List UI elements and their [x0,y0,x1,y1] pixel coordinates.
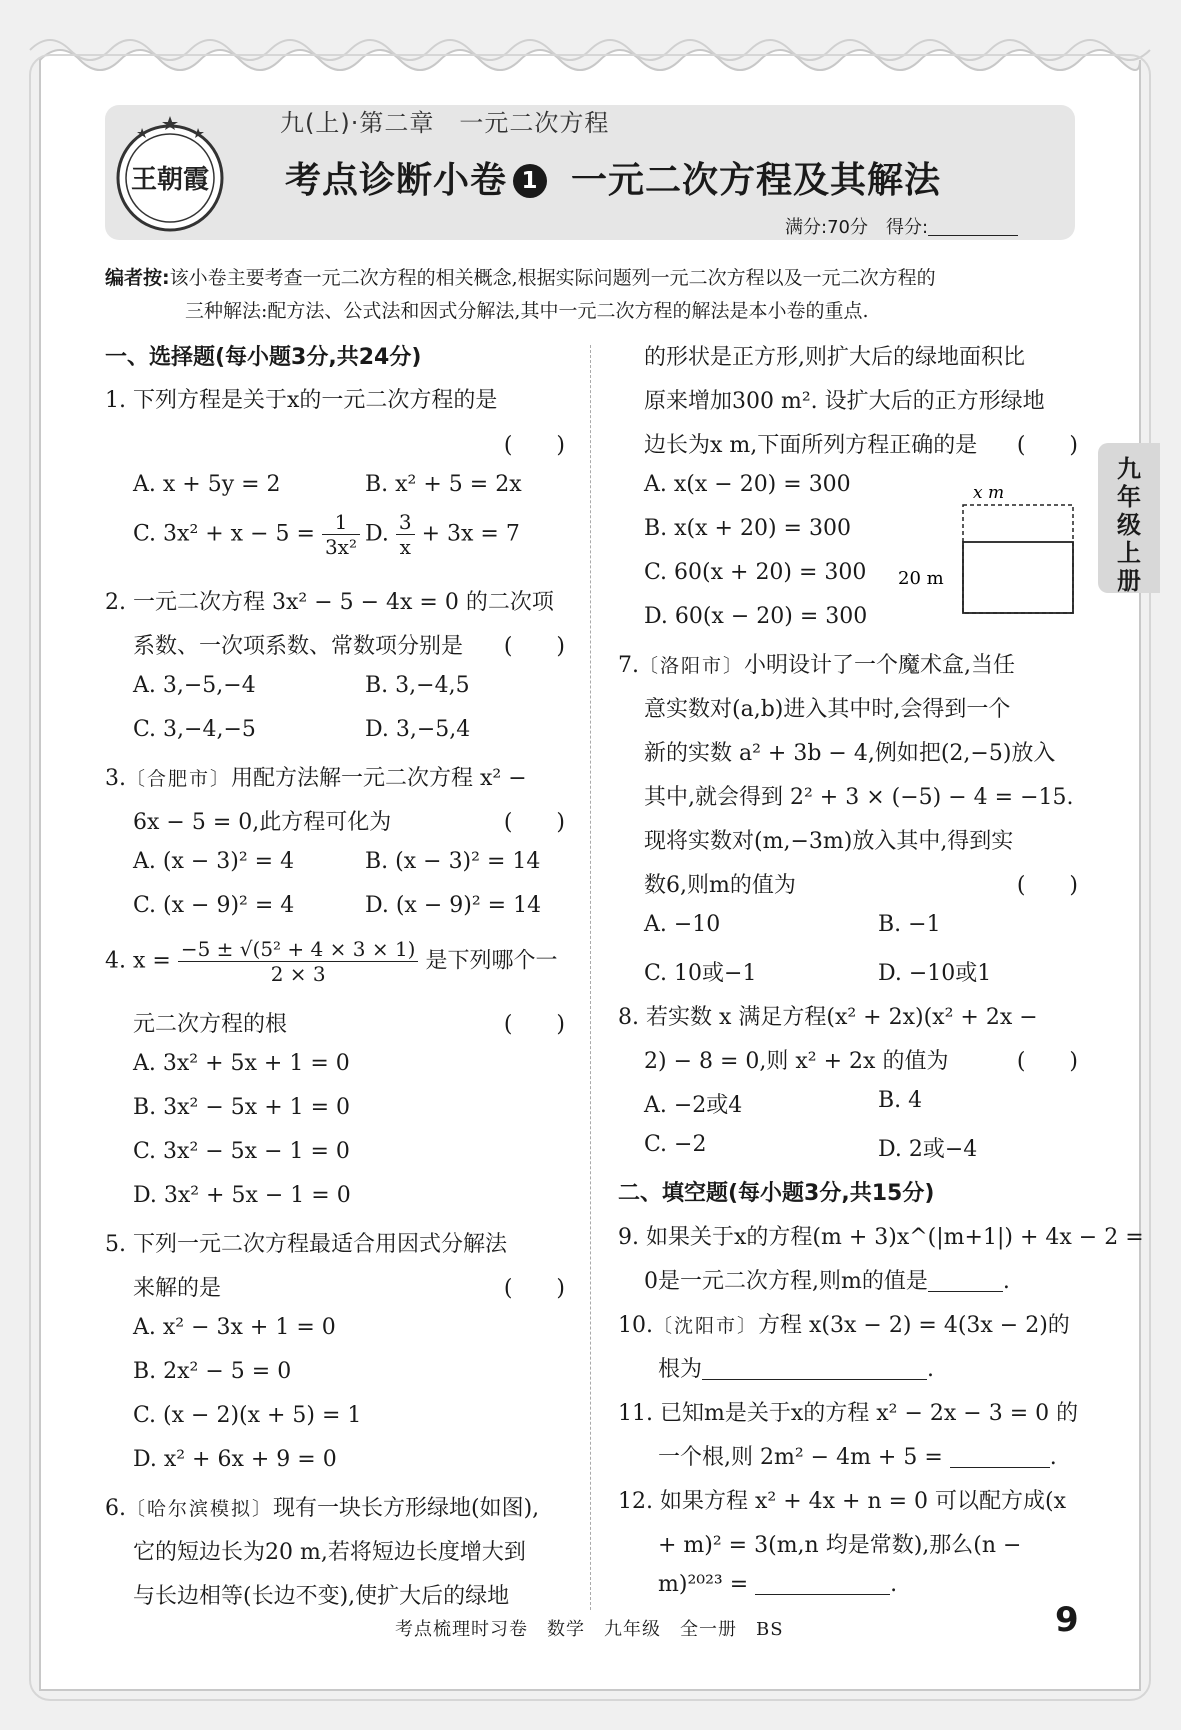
q12-stem-line1: 12. 如果方程 x² + 4x + n = 0 可以配方成(x [618,1489,1067,1514]
q1d-label: D. [365,521,389,547]
q9-text: 0是一元二次方程,则m的值是 [644,1269,928,1294]
q5-option-c[interactable]: C. (x − 2)(x + 5) = 1 [133,1403,362,1428]
q4-text: 是下列哪个一 [425,948,558,974]
q5-stem-line1: 5. 下列一元二次方程最适合用因式分解法 [105,1232,507,1257]
q12-text: m)²⁰²³ = [658,1572,749,1597]
q3-source-tag: 〔合肥市〕 [126,768,232,790]
q6-source-tag: 〔哈尔滨模拟〕 [126,1498,274,1520]
q2-stem-line2: 系数、一次项系数、常数项分别是 [133,634,464,659]
q1-option-d[interactable] [365,510,520,559]
q3-option-c[interactable]: C. (x − 9)² = 4 [133,893,295,918]
q1c-denominator: 3x² [324,535,357,559]
q7-option-c[interactable]: C. 10或−1 [644,961,757,986]
q4-option-b[interactable]: B. 3x² − 5x + 1 = 0 [133,1095,351,1120]
q12-answer-blank[interactable] [755,1574,890,1595]
q7-stem-line6: 数6,则m的值为 [644,873,796,898]
logo-text: 王朝霞 [130,165,210,195]
page-number: 9 [1055,1600,1079,1640]
q3-text: 用配方法解一元二次方程 x² − [231,766,527,791]
q1-option-c[interactable] [133,510,360,559]
q3-number: 3. [105,766,126,791]
q6-option-b[interactable]: B. x(x + 20) = 300 [644,516,851,541]
q4-option-c[interactable]: C. 3x² − 5x − 1 = 0 [133,1139,350,1164]
q7-option-d[interactable]: D. −10或1 [878,961,992,986]
q4-option-a[interactable]: A. 3x² + 5x + 1 = 0 [133,1051,350,1076]
q10-text: 方程 x(3x − 2) = 4(3x − 2)的 [758,1313,1070,1338]
q10-text2: 根为 [658,1357,703,1382]
q4-answer-paren[interactable]: ( ) [503,1012,565,1037]
editor-note [105,262,1080,328]
q12-stem-line2: + m)² = 3(m,n 均是常数),那么(n − [658,1533,1022,1558]
q2-answer-paren[interactable]: ( ) [503,634,565,659]
q2-option-d[interactable]: D. 3,−5,4 [365,717,471,742]
grade-side-tab [1098,443,1160,593]
q8-option-d[interactable]: D. 2或−4 [878,1137,978,1162]
q12-stem-line3: m)²⁰²³ = . [658,1572,898,1597]
side-tab-text: 九年级上册 [1117,455,1141,595]
q6-option-a[interactable]: A. x(x − 20) = 300 [644,472,851,497]
q4-denominator: 2 × 3 [270,962,326,986]
left-column [105,340,565,1610]
q7-answer-paren[interactable]: ( ) [1016,873,1078,898]
page-title [285,152,941,203]
q10-source-tag: 〔沈阳市〕 [653,1315,759,1337]
q6-rectangle-figure [898,480,1078,620]
chapter-label: 九(上)·第二章 一元二次方程 [280,109,610,137]
q8-option-c[interactable]: C. −2 [644,1132,707,1157]
q7-stem-line3: 新的实数 a² + 3b − 4,例如把(2,−5)放入 [644,741,1056,766]
q2-stem-line1: 2. 一元二次方程 3x² − 5 − 4x = 0 的二次项 [105,590,554,615]
q7-stem-line4: 其中,就会得到 2² + 3 × (−5) − 4 = −15. [644,785,1074,810]
q6-stem-line5: 原来增加300 m². 设扩大后的正方形绿地 [644,389,1045,414]
title-prefix: 考点诊断小卷 [285,160,508,201]
q2-option-b[interactable]: B. 3,−4,5 [365,673,470,698]
q4-label: 4. x = [105,948,171,974]
q7-source-tag: 〔洛阳市〕 [639,655,745,677]
q1c-fraction [322,510,360,559]
q6-stem-line2: 它的短边长为20 m,若将短边长度增大到 [133,1540,526,1565]
q4-numerator: −5 ± √(5² + 4 × 3 × 1) [178,937,419,962]
q6-option-d[interactable]: D. 60(x − 20) = 300 [644,604,868,629]
q2-option-c[interactable]: C. 3,−4,−5 [133,717,256,742]
q1d-fraction [396,510,415,559]
q6-number: 6. [105,1496,126,1521]
q3-stem-line2: 6x − 5 = 0,此方程可化为 [133,810,392,835]
q6-answer-paren[interactable]: ( ) [1016,433,1078,458]
q3-answer-paren[interactable]: ( ) [503,810,565,835]
q7-option-a[interactable]: A. −10 [644,912,721,937]
note-label: 编者按: [105,267,170,289]
q1d-text: + 3x = 7 [421,521,520,547]
q1-answer-paren[interactable]: ( ) [503,433,565,458]
publisher-logo [110,108,230,233]
q8-answer-paren[interactable]: ( ) [1016,1049,1078,1074]
q11-answer-blank[interactable] [950,1447,1050,1468]
q11-stem-line2: 一个根,则 2m² − 4m + 5 = . [658,1445,1057,1470]
q10-number: 10. [618,1313,653,1338]
q5-stem-line2: 来解的是 [133,1276,222,1301]
q10-stem-line2: 根为 . [658,1357,935,1382]
q5-option-a[interactable]: A. x² − 3x + 1 = 0 [133,1315,336,1340]
footer-text: 考点梳理时习卷 数学 九年级 全一册 BS [395,1619,784,1640]
figure-top-label: x m [973,483,1005,503]
q6-text: 现有一块长方形绿地(如图), [273,1496,540,1521]
q8-option-b[interactable]: B. 4 [878,1088,923,1113]
score-blank[interactable] [928,219,1018,236]
q2-option-a[interactable]: A. 3,−5,−4 [133,673,256,698]
q7-stem-line5: 现将实数对(m,−3m)放入其中,得到实 [644,829,1014,854]
q1-option-b[interactable]: B. x² + 5 = 2x [365,472,522,497]
q8-option-a[interactable]: A. −2或4 [644,1093,743,1118]
q3-stem-line1 [105,761,527,792]
q1c-numerator: 1 [322,510,360,535]
note-line1: 该小卷主要考查一元二次方程的相关概念,根据实际问题列一元二次方程以及一元二次方程的 [169,267,936,289]
q6-stem-line6: 边长为x m,下面所列方程正确的是 [644,433,978,458]
q5-answer-paren[interactable]: ( ) [503,1276,565,1301]
score-label: 满分:70分 得分: [785,217,929,238]
q6-stem-line1 [105,1491,539,1522]
q6-stem-line4: 的形状是正方形,则扩大后的绿地面积比 [644,345,1025,370]
q7-stem-line1 [618,648,1015,679]
section-choice-heading: 一、选择题(每小题3分,共24分) [105,345,422,370]
q4-fraction [178,937,419,986]
q9-stem-line2: 0是一元二次方程,则m的值是 . [644,1269,1010,1294]
q1c-text: C. 3x² + x − 5 = [133,521,315,547]
q4-stem-line2: 元二次方程的根 [133,1012,288,1037]
q4-option-d[interactable]: D. 3x² + 5x − 1 = 0 [133,1183,351,1208]
q10-answer-blank[interactable] [702,1359,927,1380]
figure-side-label: 20 m [898,568,944,589]
q3-option-b[interactable]: B. (x − 3)² = 14 [365,849,541,874]
section-fill-heading: 二、填空题(每小题3分,共15分) [618,1181,935,1206]
q5-option-d[interactable]: D. x² + 6x + 9 = 0 [133,1447,337,1472]
score-line [785,213,1018,239]
q3-option-d[interactable]: D. (x − 9)² = 14 [365,893,542,918]
q1d-denominator: x [399,535,411,559]
column-divider [590,345,591,1610]
q6-stem-line3: 与长边相等(长边不变),使扩大后的绿地 [133,1584,510,1609]
q1-stem: 1. 下列方程是关于x的一元二次方程的是 [105,388,498,413]
q1d-numerator: 3 [396,510,415,535]
q5-option-b[interactable]: B. 2x² − 5 = 0 [133,1359,292,1384]
q4-stem-line1 [105,937,557,986]
title-main: 一元二次方程及其解法 [571,160,942,201]
q11-text: 一个根,则 2m² − 4m + 5 = [658,1445,943,1470]
q7-stem-line2: 意实数对(a,b)进入其中时,会得到一个 [644,697,1011,722]
q6-option-c[interactable]: C. 60(x + 20) = 300 [644,560,867,585]
q10-stem-line1 [618,1308,1070,1339]
q7-text: 小明设计了一个魔术盒,当任 [744,653,1016,678]
note-line2: 三种解法:配方法、公式法和因式分解法,其中一元二次方程的解法是本小卷的重点. [185,300,869,322]
q9-answer-blank[interactable] [928,1271,1003,1292]
q3-option-a[interactable]: A. (x − 3)² = 4 [133,849,295,874]
q11-stem-line1: 11. 已知m是关于x的方程 x² − 2x − 3 = 0 的 [618,1401,1079,1426]
q9-stem-line1: 9. 如果关于x的方程(m + 3)x^(|m+1|) + 4x − 2 = [618,1225,1144,1250]
q8-stem-line1: 8. 若实数 x 满足方程(x² + 2x)(x² + 2x − [618,1005,1038,1030]
q1-option-a[interactable]: A. x + 5y = 2 [133,472,281,497]
q7-number: 7. [618,653,639,678]
title-number-badge: 1 [513,164,547,198]
q8-stem-line2: 2) − 8 = 0,则 x² + 2x 的值为 [644,1049,949,1074]
q7-option-b[interactable]: B. −1 [878,912,941,937]
